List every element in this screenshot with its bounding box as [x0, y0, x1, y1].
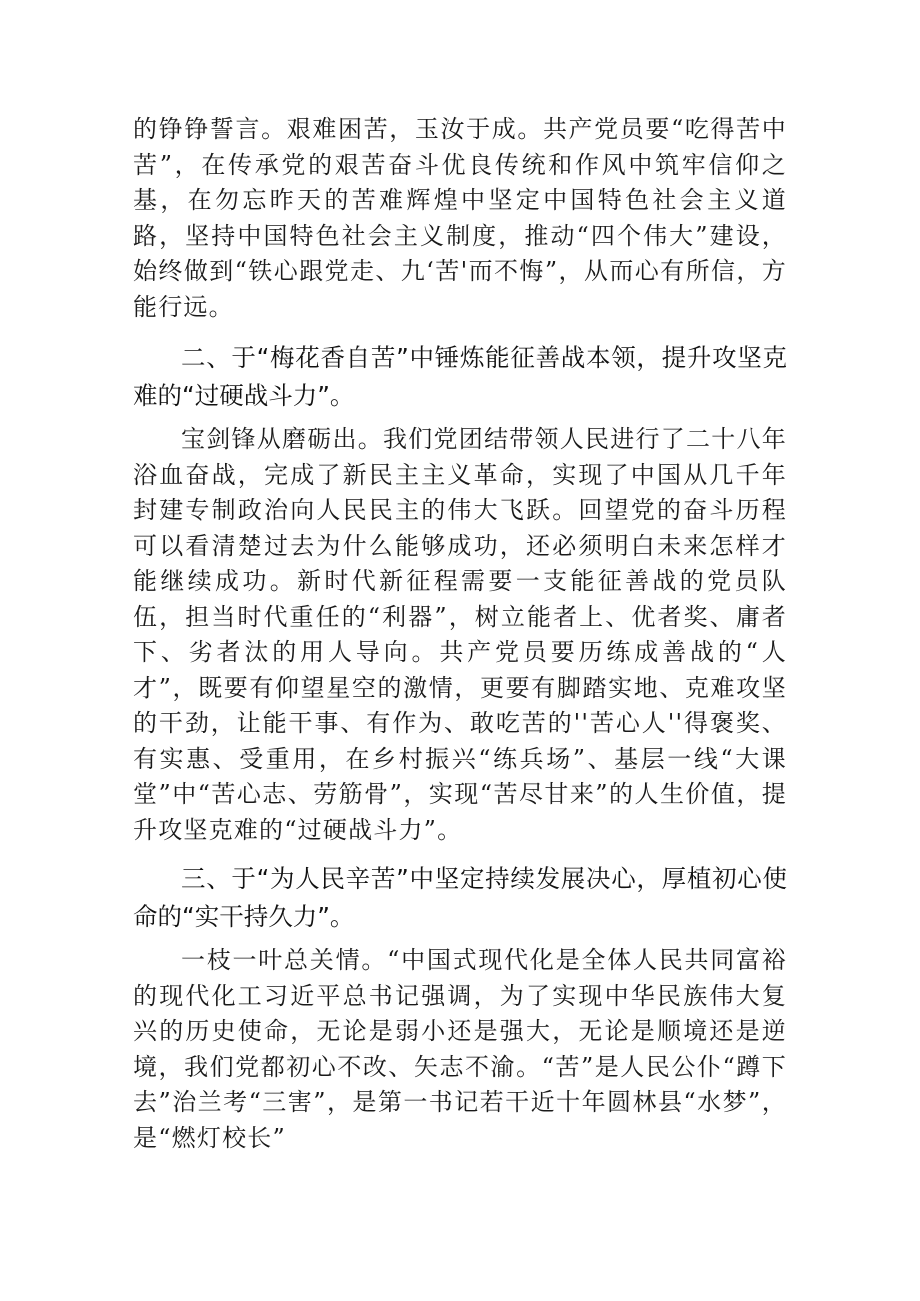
section-heading-two: 二、于“梅花香自苦”中锤炼能征善战本领，提升攻坚克难的“过硬战斗力”。 [133, 343, 787, 410]
paragraph-section-two: 宝剑锋从磨砺出。我们党团结带领人民进行了二十八年浴血奋战，完成了新民主主义革命，实现了中国从几千年封建专制政治向人民民主的伟大飞跃。回望党的奋斗历程可以看清楚过去为什么能够成功，还必须明白未来怎样才能继续成功。新时代新征程需要一支能征善战的党员队伍，担当时代重任的“利器”，树立能者上、优者奖、庸者下、劣者汰的用人导向。共产党员要历练成善战的“人才”，既要有仰望星空的激情，更要有脚踏实地、克难攻坚的干劲，让能干事、有作为、敢吃苦的''苦心人''得褒奖、有实惠、受重用，在乡村振兴“练兵场”、基层一线“大课堂”中“苦心志、劳筋骨”，实现“苦尽甘来”的人生价值，提升攻坚克难的“过硬战斗力”。 [133, 425, 787, 844]
section-heading-three: 三、于“为人民辛苦”中坚定持续发展决心，厚植初心使命的“实干持久力”。 [133, 864, 787, 931]
document-body [133, 112, 787, 1156]
paragraph-section-three: 一枝一叶总关情。“中国式现代化是全体人民共同富裕的现代化工习近平总书记强调，为了实现中华民族伟大复兴的历史使命，无论是弱小还是强大，无论是顺境还是逆境，我们党都初心不改、矢志不渝。“苦”是人民公仆“蹲下去”治兰考“三害”，是第一书记若干近十年圆林县“水梦”，是“燃灯校长” [133, 946, 787, 1152]
paragraph-continuation: 的铮铮誓言。艰难困苦，玉汝于成。共产党员要“吃得苦中苦”，在传承党的艰苦奋斗优良传统和作风中筑牢信仰之基，在勿忘昨天的苦难辉煌中坚定中国特色社会主义道路，坚持中国特色社会主义制度，推动“四个伟大”建设，始终做到“铁心跟党走、九‘苦'而不悔”，从而心有所信，方能行远。 [133, 115, 787, 321]
